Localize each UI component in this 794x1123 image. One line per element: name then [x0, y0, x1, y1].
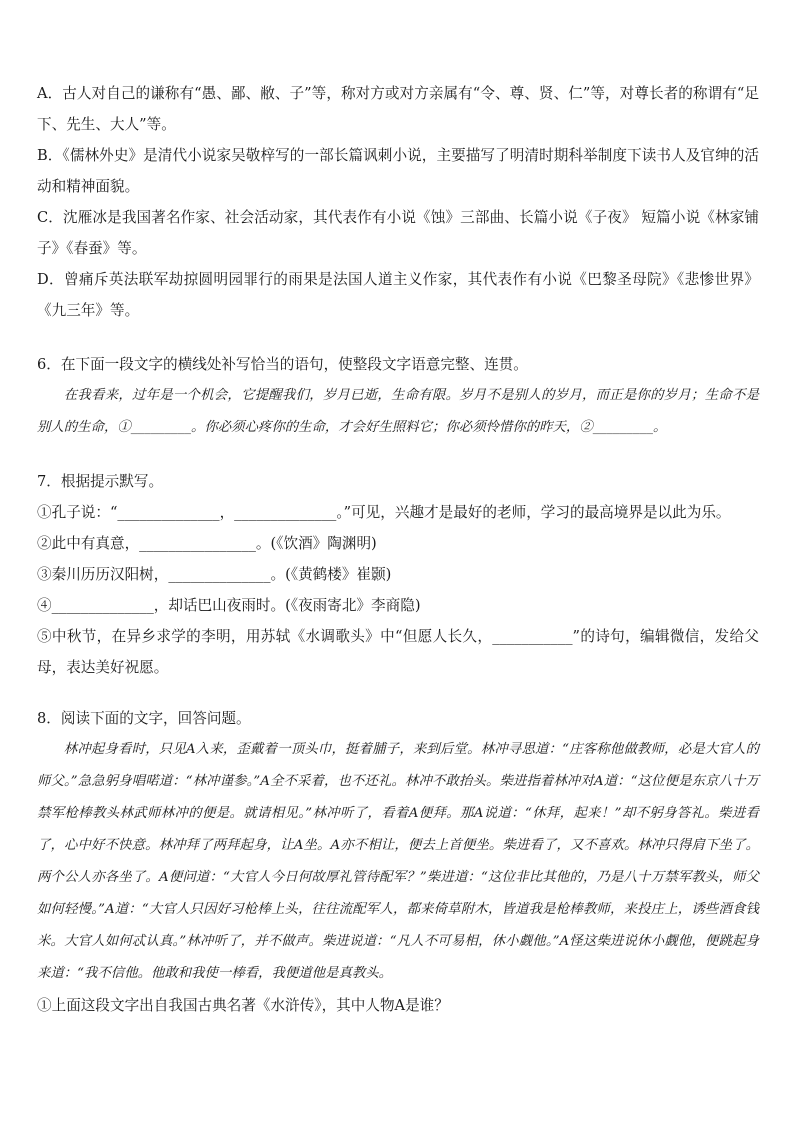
q7-item-2: ②此中有真意，________________。(《饮酒》陶渊明) [37, 535, 377, 552]
spacer [37, 683, 759, 703]
q7-item-4: ④______________，却话巴山夜雨时。(《夜雨寄北》李商隐) [37, 597, 421, 614]
q6-passage: 在我看来，过年是一个机会，它提醒我们，岁月已逝，生命有限。岁月不是别人的岁月，而正是你的岁月；生命不是别人的生命，①_________。你必须心疼你的生命，才会好生照料它；你必须怜惜你的昨天，②_________。 [37, 388, 759, 435]
q8-stem: 8．阅读下面的文字，回答问题。 [37, 710, 251, 727]
q5-option-d: D．曾痛斥英法联军劫掠圆明园罪行的雨果是法国人道主义作家，其代表作有小说《巴黎圣母院》《悲惨世界》《九三年》等。 [37, 271, 759, 319]
q7-item-5: ⑤中秋节，在异乡求学的李明，用苏轼《水调歌头》中“但愿人长久，___________”的诗句，编辑微信，发给父母，表达美好祝愿。 [37, 628, 759, 676]
q7-stem: 7．根据提示默写。 [37, 473, 164, 490]
q6-stem: 6．在下面一段文字的横线处补写恰当的语句，使整段文字语意完整、连贯。 [37, 356, 528, 373]
q8-question-1: ①上面这段文字出自我国古典名著《水浒传》，其中人物A是谁？ [37, 997, 449, 1014]
q5-option-b: B．《儒林外史》是清代小说家吴敬梓写的一部长篇讽刺小说，主要描写了明清时期科举制度下读书人及官绅的活动和精神面貌。 [37, 147, 759, 195]
q7-item-3: ③秦川历历汉阳树，______________。(《黄鹤楼》崔颢) [37, 566, 392, 583]
q8-passage: 林冲起身看时，只见A入来，歪戴着一顶头巾，挺着脯子，来到后堂。林冲寻思道：“庄客称他做教师，必是大官人的师父。”急急躬身唱喏道：“林冲谨参。”A全不采着，也不还礼。林冲不敢抬头。柴进指着林冲对A道：“这位便是东京八十万禁军枪棒教头林武师林冲的便是。就请相见。”林冲听了，看着A便拜。那A说道：“休拜，起来！”却不躬身答礼。柴进看了，心中好不快意。林冲拜了两拜起身，让A坐。A亦不相让，便去上首便坐。柴进看了，又不喜欢。林冲只得肩下坐了。两个公人亦各坐了。A便问道：“大官人今日何故厚礼管待配军？”柴进道：“这位非比其他的，乃是八十万禁军教头，师父如何轻慢。”A道：“大官人只因好习枪棒上头，往往流配军人，都来倚草附木，皆道我是枪棒教师，来投庄上，诱些酒食钱米。大官人如何忒认真。”林冲听了，并不做声。柴进说道：“凡人不可易相，休小觑他。”A怪这柴进说休小觑他，便跳起身来道：“我不信他。他敢和我使一棒看，我便道他是真教头。 [37, 742, 759, 981]
q5-option-c: C．沈雁冰是我国著名作家、社会活动家，其代表作有小说《蚀》三部曲、长篇小说《子夜》 短篇小说《林家铺子》《春蚕》等。 [37, 209, 759, 257]
spacer [37, 326, 759, 349]
document-page [37, 78, 759, 1021]
q5-option-a: A．古人对自己的谦称有“愚、鄙、敝、子”等，称对方或对方亲属有“令、尊、贤、仁”等，对尊长者的称谓有“足下、先生、大人”等。 [37, 85, 759, 133]
q7-item-1: ①孔子说：“______________，______________。”可见，兴趣才是最好的老师，学习的最高境界是以此为乐。 [37, 504, 731, 521]
spacer [37, 444, 759, 466]
